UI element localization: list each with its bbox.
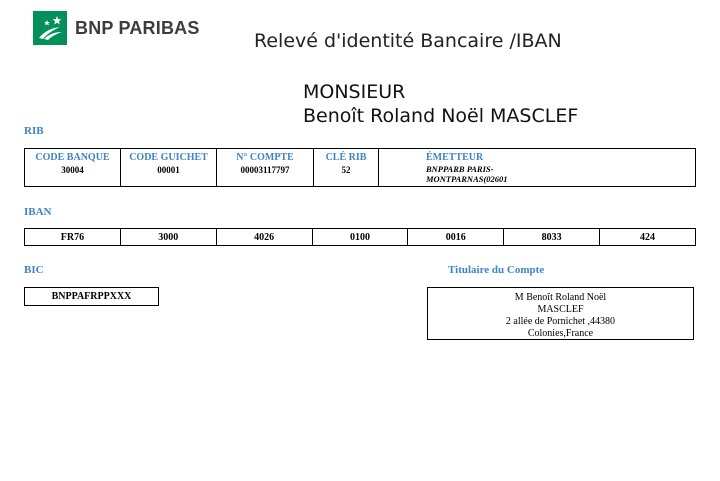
bic-label: BIC bbox=[24, 264, 44, 276]
iban-group: 0100 bbox=[312, 229, 408, 246]
rib-cell-code-banque bbox=[25, 149, 121, 187]
account-holder-block bbox=[303, 80, 578, 128]
titulaire-line: M Benoît Roland Noël bbox=[514, 292, 607, 303]
rib-cell-cle-rib bbox=[314, 149, 379, 187]
rib-header: CODE BANQUE bbox=[35, 152, 110, 163]
holder-name: Benoît Roland Noël MASCLEF bbox=[303, 105, 579, 127]
rib-label: RIB bbox=[24, 125, 44, 137]
iban-group: 424 bbox=[600, 229, 696, 246]
iban-label: IBAN bbox=[24, 206, 52, 218]
titulaire-line: 2 allée de Pornichet ,44380 bbox=[505, 316, 616, 327]
titulaire-line: MASCLEF bbox=[537, 304, 584, 315]
rib-header: CLÉ RIB bbox=[325, 152, 367, 163]
titulaire-line: Colonies,France bbox=[527, 328, 594, 339]
iban-group: 0016 bbox=[408, 229, 504, 246]
bank-logo bbox=[33, 11, 200, 45]
rib-value: 52 bbox=[341, 165, 351, 175]
document-title: Relevé d'identité Bancaire /IBAN bbox=[254, 30, 562, 52]
iban-group: FR76 bbox=[25, 229, 121, 246]
rib-value: 30004 bbox=[61, 165, 84, 175]
iban-table bbox=[24, 228, 696, 246]
titulaire-address-box bbox=[427, 287, 694, 340]
titulaire-label: Titulaire du Compte bbox=[448, 264, 545, 276]
rib-header: ÉMETTEUR bbox=[426, 152, 484, 163]
rib-header: CODE GUICHET bbox=[129, 152, 208, 163]
bnp-stars-logo-icon bbox=[33, 11, 67, 45]
rib-table bbox=[24, 148, 696, 187]
bank-name: BNP PARIBAS bbox=[75, 17, 200, 38]
emitter-line-1: BNPPARB PARIS- bbox=[426, 164, 494, 174]
bic-value: BNPPAFRPPXXX bbox=[24, 287, 159, 306]
holder-civility: MONSIEUR bbox=[303, 81, 406, 103]
rib-header: N° COMPTE bbox=[236, 152, 294, 163]
rib-cell-code-guichet bbox=[121, 149, 217, 187]
iban-group: 3000 bbox=[120, 229, 216, 246]
rib-cell-emetteur bbox=[379, 149, 696, 187]
iban-group: 4026 bbox=[216, 229, 312, 246]
rib-value: 00001 bbox=[157, 165, 180, 175]
rib-cell-numero-compte bbox=[217, 149, 314, 187]
iban-group: 8033 bbox=[504, 229, 600, 246]
emitter-line-2: MONTPARNAS(02601 bbox=[426, 174, 508, 184]
rib-value: 00003117797 bbox=[240, 165, 290, 175]
